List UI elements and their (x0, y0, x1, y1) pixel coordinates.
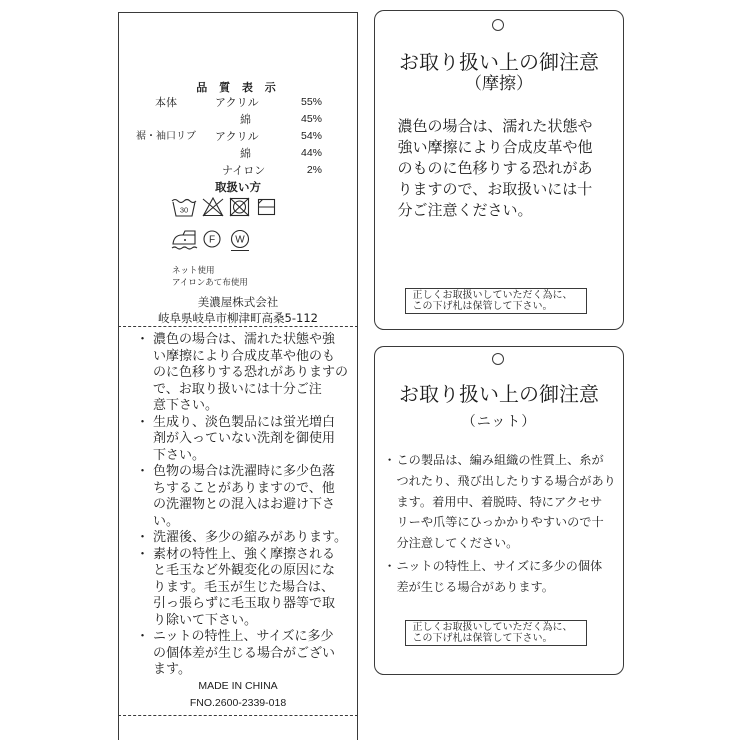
composition-row (0, 96, 370, 109)
keep-tag-notice (405, 288, 587, 314)
composition-percent: 54% (300, 130, 322, 142)
perforation-line (118, 715, 358, 716)
note-line: ます。 (153, 662, 191, 677)
note-line: の個体差が生じる場合がござい (153, 645, 336, 661)
tag-note (384, 556, 616, 598)
note-line: ニットの特性上、サイズに多少 (153, 629, 334, 644)
tag-note-line: ニットの特性上、サイズに多少の個体 (396, 558, 603, 573)
care-note (136, 464, 356, 530)
company-address: 岐阜県岐阜市柳津町高桑5-112 (158, 311, 318, 325)
no-tumble-dry-icon (230, 198, 249, 216)
care-note (136, 332, 356, 415)
bullet: ・ (136, 332, 150, 347)
keep-tag-notice (405, 620, 587, 646)
composition-material: アクリル (215, 96, 259, 109)
bullet: ・ (136, 629, 150, 644)
bullet: ・ (136, 414, 150, 430)
care-note (136, 629, 356, 679)
hang-tag-knit (374, 346, 624, 675)
note-line: で、お取り扱いには十分ご注 (153, 381, 322, 397)
tag-body-line: 強い摩擦により合成皮革や他 (397, 138, 593, 156)
tag-subtitle: （ニット） (461, 413, 537, 430)
composition-percent: 44% (300, 147, 322, 159)
note-line: 濃色の場合は、濡れた状態や強 (153, 332, 336, 347)
tag-hole (492, 353, 504, 365)
perforation-line (118, 326, 358, 327)
tag-note-line: この製品は、編み組織の性質上、糸が (396, 453, 604, 467)
no-bleach-icon (203, 198, 223, 216)
note-line: のに色移りする恐れがありますの (153, 365, 349, 380)
note-line: い摩擦により合成皮革や他のも (153, 348, 336, 364)
quality-heading: 品 質 表 示 (196, 81, 280, 94)
note-line: い。 (153, 513, 180, 529)
tag-subtitle: （摩擦） (465, 73, 533, 94)
bullet: ・ (136, 546, 150, 562)
care-note (136, 547, 356, 630)
composition-material: 綿 (240, 113, 251, 126)
tag-body-line: のものに色移りする恐れがあ (397, 159, 593, 177)
composition-part: 裾・袖口リブ (136, 131, 196, 142)
notice-line: 正しくお取扱いしていただく為に、 (412, 622, 573, 633)
iron-with-cloth-icon (172, 231, 197, 249)
tag-note-line: つれたり、飛び出したりする場合があり (396, 473, 616, 488)
tag-body (384, 450, 616, 598)
hang-tag-friction (374, 10, 624, 330)
dry-clean-letter: F (208, 234, 216, 246)
composition-row (0, 147, 370, 160)
composition-percent: 55% (300, 96, 322, 108)
composition-percent: 45% (300, 113, 322, 125)
notice-line: この下げ札は保管して下さい。 (412, 633, 553, 644)
care-note (136, 415, 356, 465)
wash-temperature: 30 (179, 205, 189, 215)
notice-line: 正しくお取扱いしていただく為に、 (412, 290, 573, 301)
note-line: 生成り、淡色製品には蛍光増白 (153, 414, 336, 430)
note-line: ります。毛玉が生じた場合は、 (153, 579, 334, 595)
wash-30-icon (172, 200, 196, 217)
composition-row (0, 164, 370, 177)
note-line: 色物の場合は洗濯時に多少色落 (153, 464, 336, 479)
tag-body-line: りますので、お取扱いには十 (397, 180, 593, 198)
note-line: 剤が入っていない洗剤を御使用 (153, 431, 336, 446)
tag-title: お取り扱い上の御注意 (399, 49, 599, 74)
composition-percent: 2% (306, 164, 322, 176)
tag-note-line: 分注意してください。 (396, 536, 519, 551)
note-line: 素材の特性上、強く摩擦される (153, 546, 336, 562)
composition-material: アクリル (215, 130, 259, 143)
tag-note-line: ます。着用中、着脱時、特にアクセサ (396, 494, 603, 509)
tag-body-line: 濃色の場合は、濡れた状態や (397, 117, 593, 135)
composition-part: 本体 (155, 96, 177, 109)
bullet: ・ (383, 453, 396, 467)
bullet: ・ (383, 558, 396, 573)
flat-dry-shade-icon (259, 200, 275, 215)
bullet: ・ (136, 464, 150, 479)
note-line: 下さい。 (153, 447, 206, 463)
note-line: ちすることがありますので、他 (153, 480, 335, 496)
care-heading: 取扱い方 (215, 180, 261, 194)
tag-body (398, 116, 593, 221)
note-line: 意下さい。 (153, 398, 219, 413)
care-notes-list (136, 332, 356, 679)
note-line: と毛玉など外観変化の原因にな (153, 563, 336, 578)
note-line: 引っ張らずに毛玉取り器等で取 (153, 596, 336, 611)
tag-title: お取り扱い上の御注意 (399, 381, 599, 406)
dry-clean-f-icon (204, 231, 220, 247)
company-name: 美濃屋株式会社 (197, 295, 279, 309)
composition-material: 綿 (240, 147, 251, 160)
note-line: の洗濯物との混入はお避け下さ (153, 497, 336, 512)
care-symbols (165, 193, 285, 255)
note-line: り除いて下さい。 (153, 612, 258, 628)
wet-clean-w-icon (231, 231, 249, 251)
tag-note-line: 差が生じる場合があります。 (396, 579, 554, 594)
composition-row (0, 113, 370, 126)
country-of-origin: MADE IN CHINA (198, 680, 278, 692)
care-note (136, 530, 356, 547)
wet-clean-letter: W (235, 234, 245, 246)
tag-note (384, 450, 616, 554)
note-line: 洗濯後、多少の縮みがあります。 (153, 530, 347, 545)
tag-hole (492, 19, 504, 31)
notice-line: この下げ札は保管して下さい。 (412, 301, 553, 312)
bullet: ・ (136, 530, 150, 545)
care-instruction: ネット使用 (172, 265, 215, 276)
tag-note-line: リーや爪等にひっかかりやすいので十 (396, 515, 604, 530)
product-number: FNO.2600-2339-018 (189, 697, 287, 709)
care-instruction: アイロンあて布使用 (172, 277, 248, 288)
composition-material: ナイロン (222, 164, 266, 177)
tag-body-line: 分ご注意ください。 (397, 201, 533, 219)
composition-row (0, 130, 370, 143)
